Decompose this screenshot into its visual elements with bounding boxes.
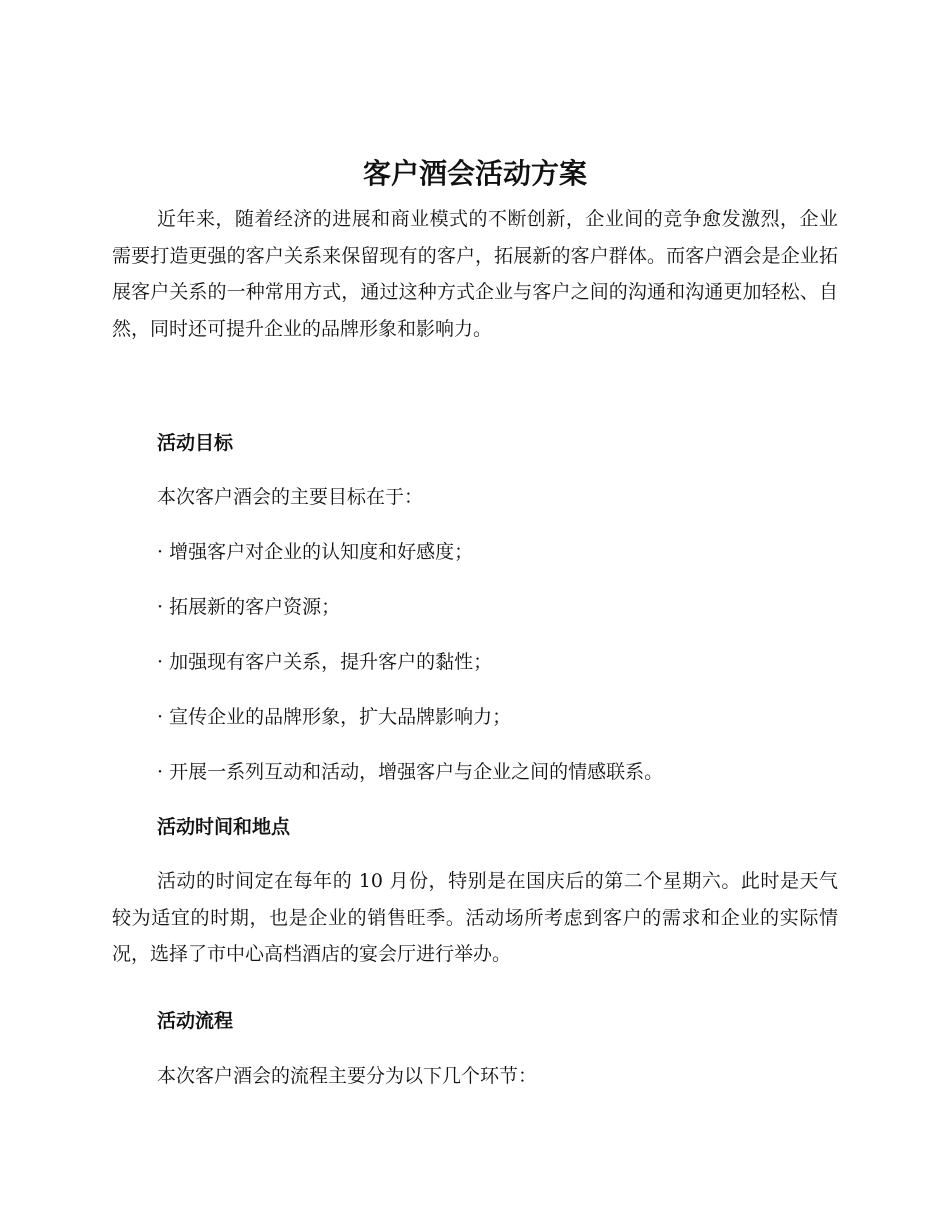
section-heading-time-place: 活动时间和地点 xyxy=(157,816,291,838)
intro-paragraph: 近年来，随着经济的进展和商业模式的不断创新，企业间的竞争愈发激烈，企业需要打造更强的客户关系来保留现有的客户，拓展新的客户群体。而客户酒会是企业拓展客户关系的一种常用方式，通过这种方式企业与客户之间的沟通和沟通更加轻松、自然，同时还可提升企业的品牌形象和影响力。 xyxy=(112,208,838,340)
process-lead-text: 本次客户酒会的流程主要分为以下几个环节： xyxy=(157,1065,538,1087)
goals-bullet-item: · 增强客户对企业的认知度和好感度； xyxy=(157,541,474,563)
goals-bullet-item: · 拓展新的客户资源； xyxy=(157,596,341,618)
goals-bullet-item: · 开展一系列互动和活动，增强客户与企业之间的情感联系。 xyxy=(157,761,664,783)
goals-bullet-item: · 宣传企业的品牌形象，扩大品牌影响力； xyxy=(157,706,512,728)
time-place-paragraph: 活动的时间定在每年的 10 月份，特别是在国庆后的第二个星期六。此时是天气较为适宜的时期，也是企业的销售旺季。活动场所考虑到客户的需求和企业的实际情况，选择了市中心高档酒店的宴会厅进行举办。 xyxy=(112,870,838,965)
document-title: 客户酒会活动方案 xyxy=(362,157,587,190)
goals-bullet-item: · 加强现有客户关系，提升客户的黏性； xyxy=(157,651,493,673)
goals-lead-text: 本次客户酒会的主要目标在于： xyxy=(157,486,424,508)
section-heading-goals: 活动目标 xyxy=(157,432,234,454)
section-heading-process: 活动流程 xyxy=(157,1010,234,1032)
